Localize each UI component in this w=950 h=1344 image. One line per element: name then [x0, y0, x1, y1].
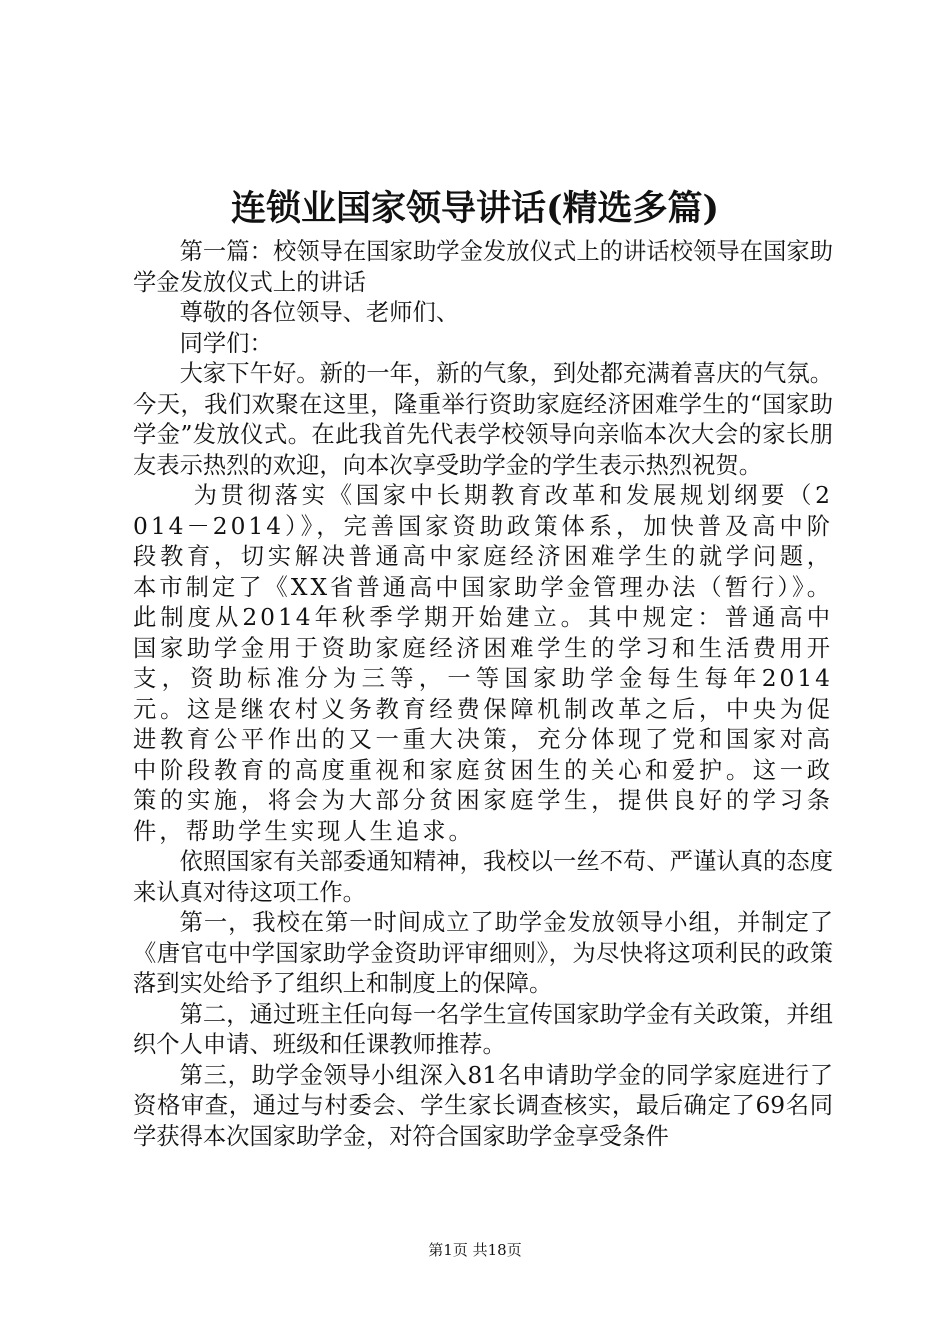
paragraph-greeting: 大家下午好。新的一年，新的气象，到处都充满着喜庆的气氛。今天，我们欢聚在这里，隆重举行资助家庭经济困难学生的“国家助学金”发放仪式。在此我首先代表学校领导向亲临本次大会的家长朋友表示热烈的欢迎，向本次享受助学金的学生表示热烈祝贺。 — [133, 360, 833, 479]
paragraph-salutation: 尊敬的各位领导、老师们、 — [179, 299, 460, 326]
paragraph-policy: 为贯彻落实《国家中长期教育改革和发展规划纲要（2014－2014）》，完善国家资助政策体系，加快普及高中阶段教育，切实解决普通高中家庭经济困难学生的就学问题，本市制定了《XX省普通高中国家助学金管理办法（暂行）》。此制度从2014年秋季学期开始建立。其中规定：普通高中国家助学金用于资助家庭经济困难学生的学习和生活费用开支，资助标准分为三等，一等国家助学金每生每年2014元。这是继农村义务教育经费保障机制改革之后，中央为促进教育公平作出的又一重大决策，充分体现了党和国家对高中阶段教育的高度重视和家庭贫困生的关心和爱护。这一政策的实施，将会为大部分贫困家庭学生，提供良好的学习条件，帮助学生实现人生追求。 — [133, 482, 833, 845]
paragraph-third-step: 第三，助学金领导小组深入81名申请助学金的同学家庭进行了资格审查，通过与村委会、学生家长调查核实，最后确定了69名同学获得本次国家助学金，对符合国家助学金享受条件 — [133, 1061, 833, 1150]
paragraph-first-step: 第一，我校在第一时间成立了助学金发放领导小组，并制定了《唐官屯中学国家助学金资助评审细则》，为尽快将这项利民的政策落到实处给予了组织上和制度上的保障。 — [133, 909, 833, 997]
paragraph-intro: 第一篇：校领导在国家助学金发放仪式上的讲话校领导在国家助学金发放仪式上的讲话 — [133, 238, 833, 296]
paragraph-approach: 依照国家有关部委通知精神，我校以一丝不苟、严谨认真的态度来认真对待这项工作。 — [133, 848, 833, 906]
paragraph-salutation-students: 同学们： — [179, 329, 273, 357]
document-title: 连锁业国家领导讲话(精选多篇) — [230, 188, 720, 229]
document-body — [133, 237, 833, 1152]
page-footer: 第1页 共18页 — [428, 1241, 522, 1259]
paragraph-second-step: 第二，通过班主任向每一名学生宣传国家助学金有关政策，并组织个人申请、班级和任课教师推荐。 — [133, 1000, 833, 1058]
